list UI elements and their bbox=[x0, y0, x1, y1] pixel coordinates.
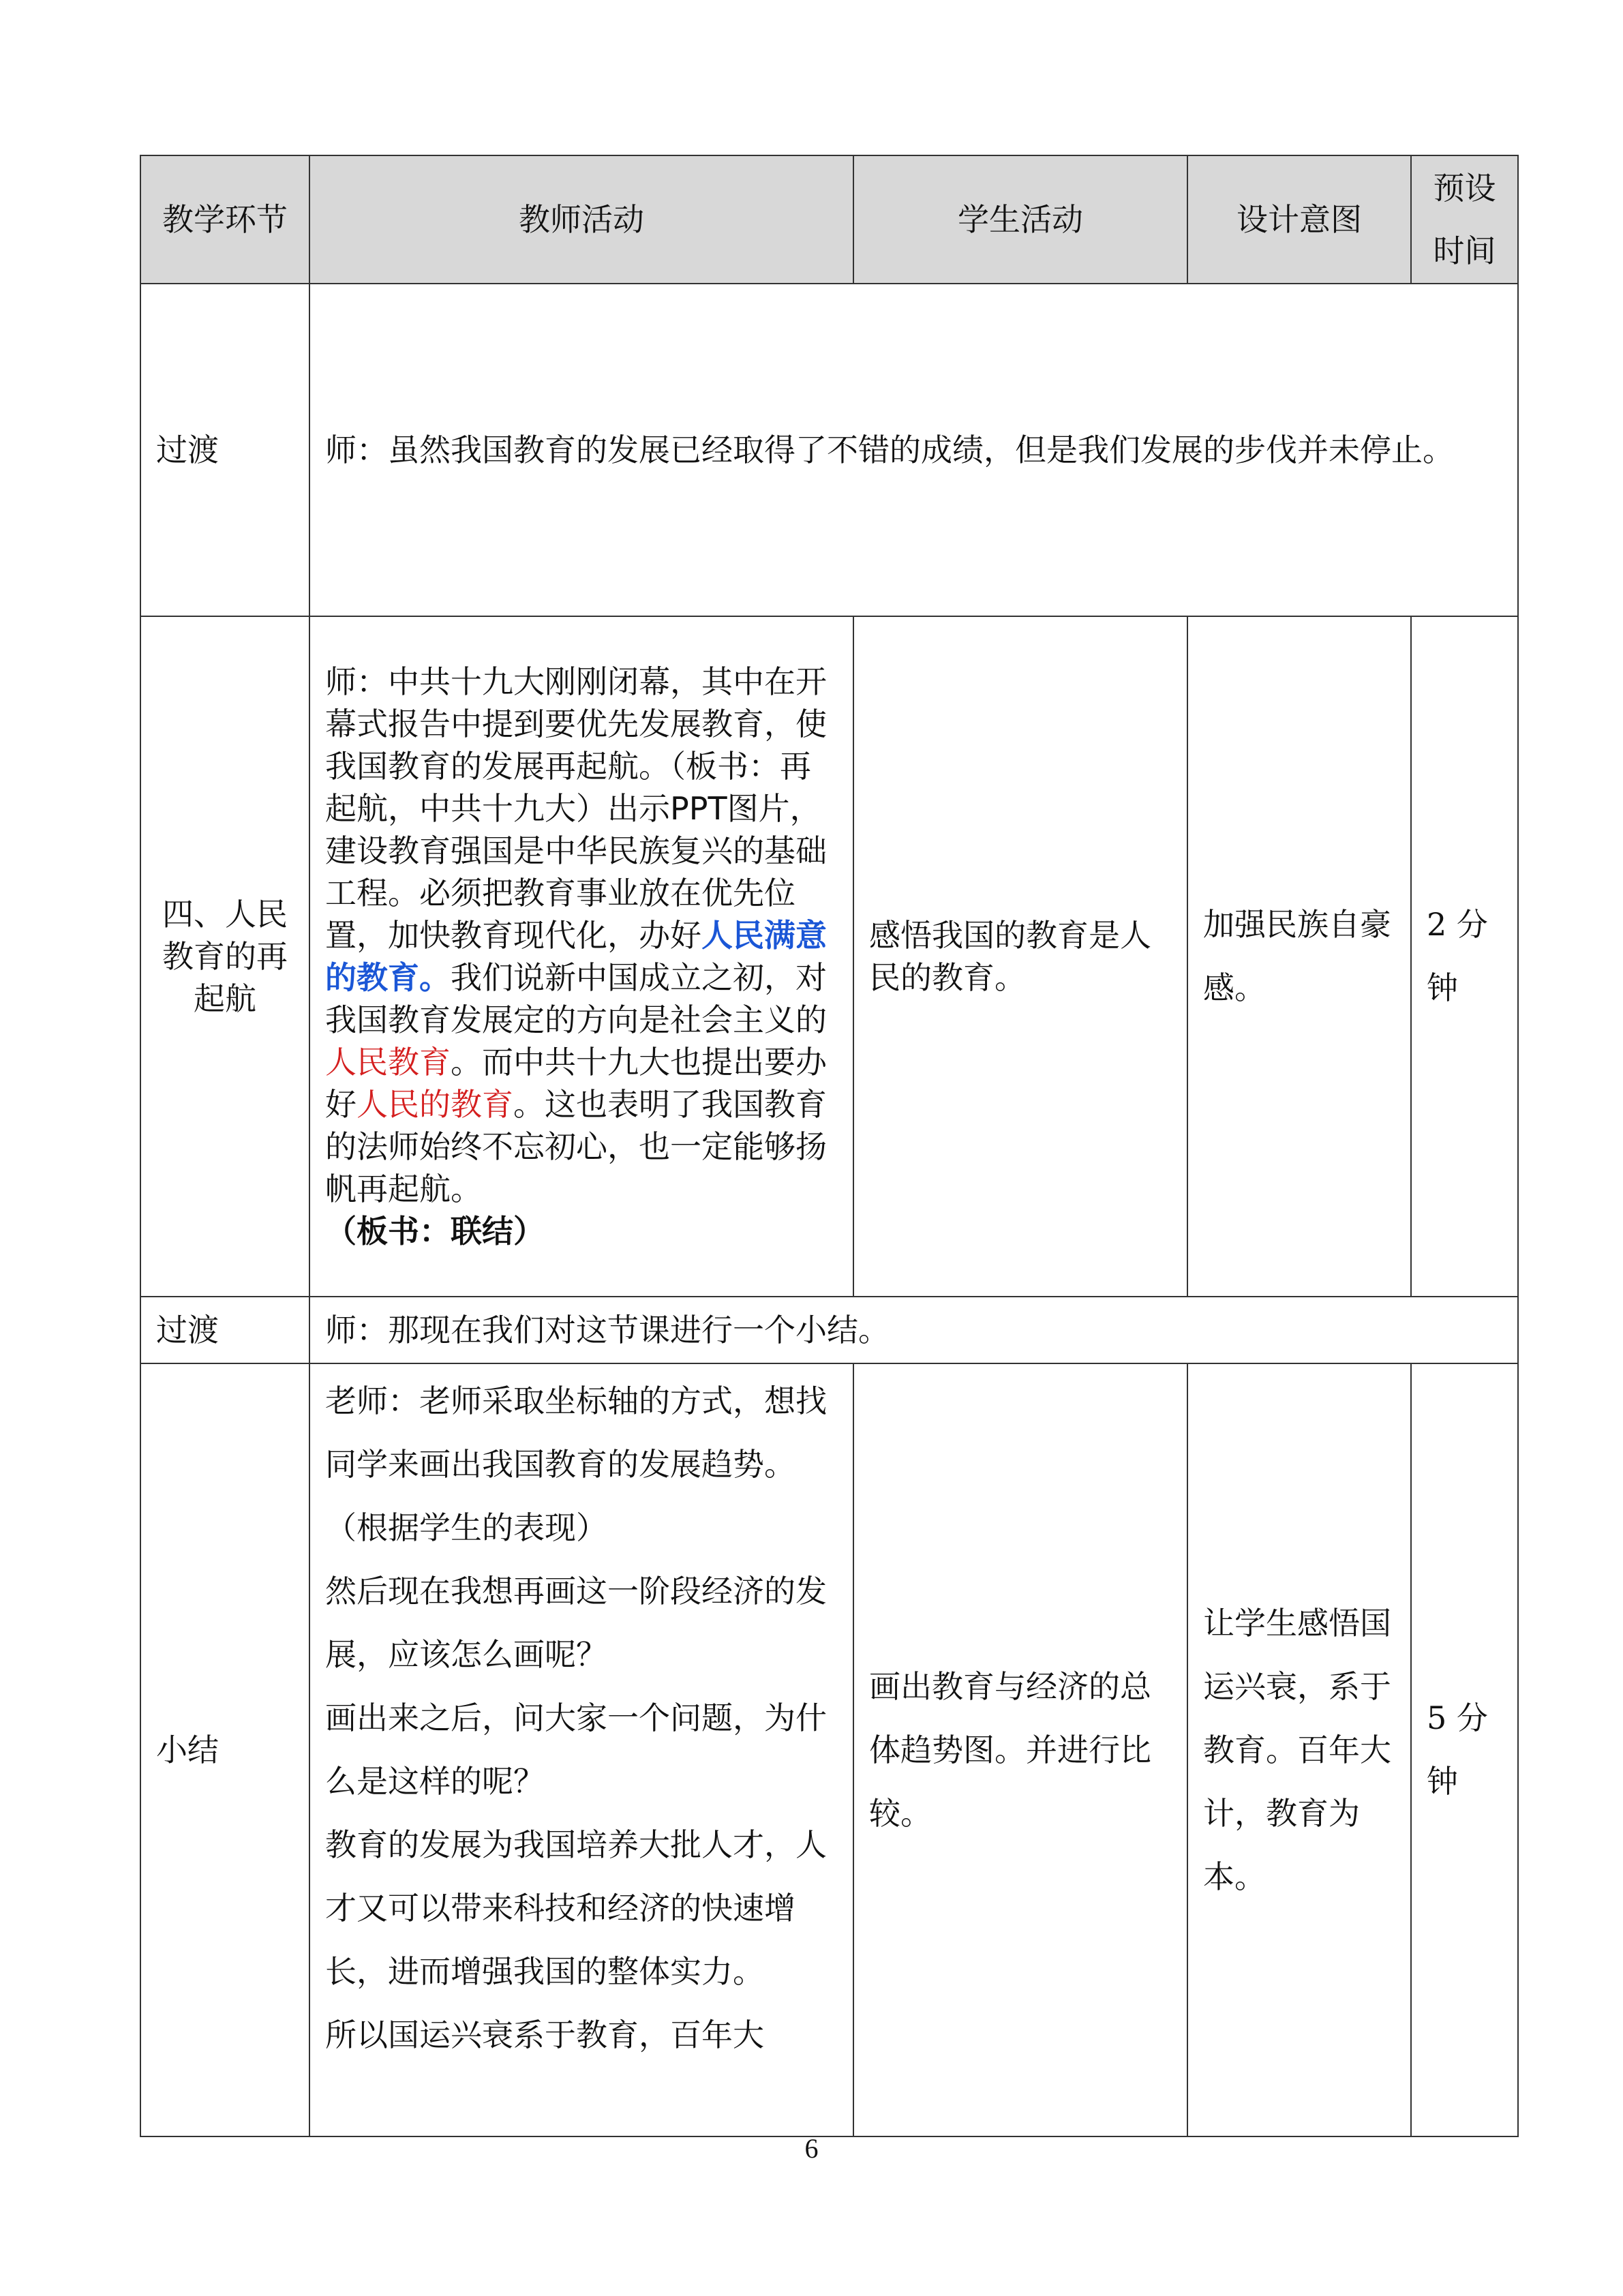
section4-teacher-highlight-blue: 人民满意的教育。 bbox=[325, 917, 827, 996]
section4-teacher-board-note: （板书：联结） bbox=[325, 1213, 545, 1250]
section4-teacher-part3: 我们说新中国成立之初，对我国教育发展定的方向是社会主义的 bbox=[325, 959, 827, 1038]
header-stage: 教学环节 bbox=[140, 155, 309, 284]
summary-intent: 让学生感悟国运兴衰，系于教育。百年大计，教育为本。 bbox=[1187, 1363, 1411, 2136]
section4-time: 2 分钟 bbox=[1411, 616, 1518, 1297]
section4-row bbox=[140, 616, 1518, 1297]
summary-row bbox=[140, 1363, 1518, 2136]
header-student: 学生活动 bbox=[853, 155, 1187, 284]
transition2-stage: 过渡 bbox=[140, 1297, 309, 1363]
section4-intent: 加强民族自豪感。 bbox=[1187, 616, 1411, 1297]
summary-time: 5 分钟 bbox=[1411, 1363, 1518, 2136]
lesson-plan-table bbox=[140, 155, 1519, 2137]
header-intent: 设计意图 bbox=[1187, 155, 1411, 284]
section4-teacher bbox=[309, 616, 853, 1297]
section4-teacher-part2: 书：再起航，中共十九大）出示PPT图片，建设教育强国是中华民族复兴的基础工程。必须把教育事业放在优先位置，加快教育现代化，办好 bbox=[325, 748, 827, 954]
transition1-stage: 过渡 bbox=[140, 284, 309, 616]
section4-teacher-part4: 。而中共十九大也提出要办好 bbox=[325, 1044, 827, 1123]
transition-row-2 bbox=[140, 1297, 1518, 1363]
section4-teacher-part1: 师：中共十九大刚刚闭幕，其中在开幕式报告中提到要优先发展教育，使我国教育的发展再起航。（板 bbox=[325, 663, 827, 785]
section4-teacher-highlight-red-2: 人民的教育 bbox=[357, 1086, 513, 1123]
summary-teacher-line: 所以国运兴衰系于教育，百年大 bbox=[325, 2016, 764, 2053]
summary-teacher-line: 教育的发展为我国培养大批人才，人才又可以带来科技和经济的快速增长，进而增强我国的整体实力。 bbox=[325, 1826, 827, 1990]
section4-teacher-part5: 。这也表明了我国教育的法师始终不忘初心，也一定能够扬帆再起航。 bbox=[325, 1086, 827, 1207]
transition-row-1 bbox=[140, 284, 1518, 616]
header-row bbox=[140, 155, 1518, 284]
summary-teacher-line: （根据学生的表现） bbox=[325, 1509, 607, 1546]
section4-stage: 四、人民教育的再起航 bbox=[140, 616, 309, 1297]
header-teacher: 教师活动 bbox=[309, 155, 853, 284]
page-number: 6 bbox=[804, 2133, 819, 2164]
summary-student: 画出教育与经济的总体趋势图。并进行比较。 bbox=[853, 1363, 1187, 2136]
transition2-teacher: 师：那现在我们对这节课进行一个小结。 bbox=[309, 1297, 1518, 1363]
summary-teacher-line: 然后现在我想再画这一阶段经济的发展，应该怎么画呢？ bbox=[325, 1573, 827, 1673]
section4-teacher-text bbox=[325, 661, 838, 1210]
summary-teacher-line: 老师：老师采取坐标轴的方式，想找同学来画出我国教育的发展趋势。 bbox=[325, 1383, 827, 1483]
section4-teacher-highlight-red-1: 人民教育 bbox=[325, 1044, 451, 1081]
summary-teacher bbox=[309, 1363, 853, 2136]
section4-student: 感悟我国的教育是人民的教育。 bbox=[853, 616, 1187, 1297]
header-time: 预设时间 bbox=[1411, 155, 1518, 284]
summary-stage: 小结 bbox=[140, 1363, 309, 2136]
summary-teacher-line: 画出来之后，问大家一个问题，为什么是这样的呢？ bbox=[325, 1700, 827, 1800]
transition1-teacher: 师：虽然我国教育的发展已经取得了不错的成绩，但是我们发展的步伐并未停止。 bbox=[309, 284, 1518, 616]
